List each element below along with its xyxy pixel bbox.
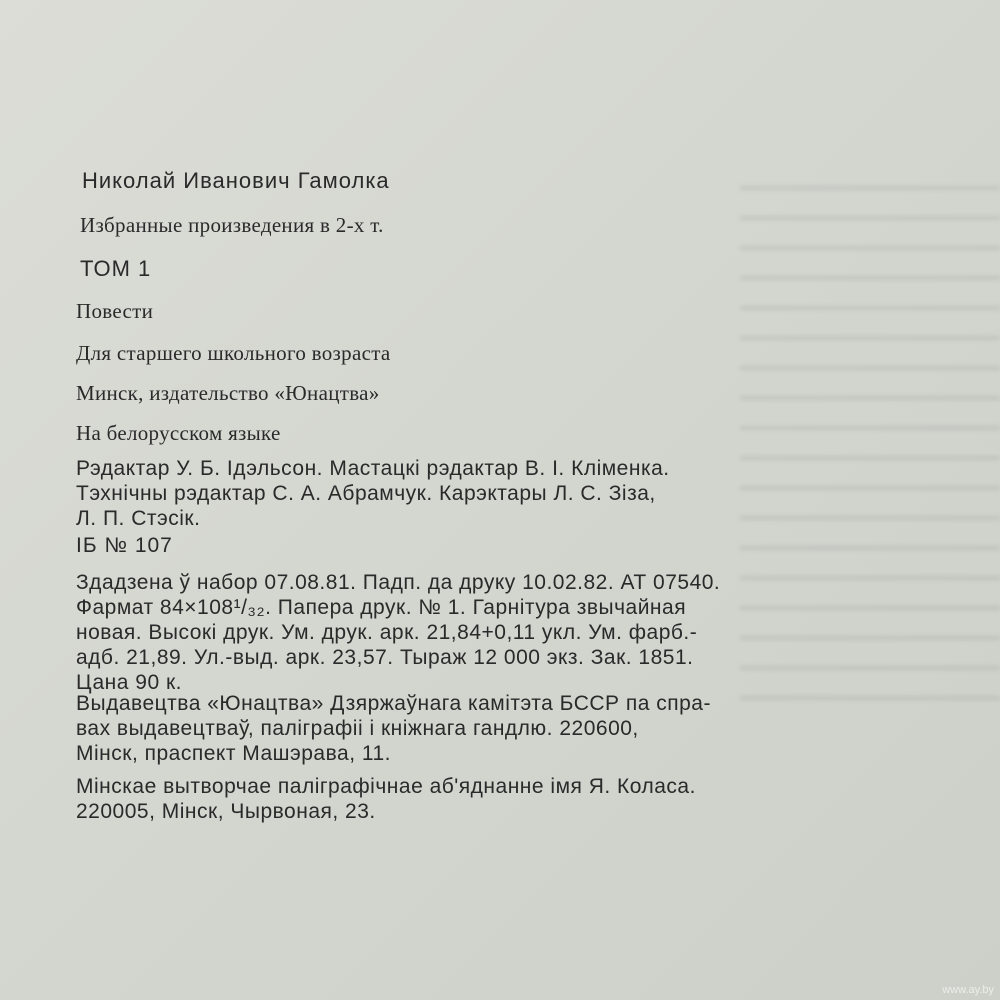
language-line: На белорусском языке [76,421,281,445]
publishing-house-line: Мінск, праспект Машэрава, 11. [76,742,392,765]
printer-line: 220005, Мінск, Чырвоная, 23. [76,800,376,823]
genre-line: Повести [76,299,154,323]
publishing-house-line: Выдавецтва «Юнацтва» Дзяржаўнага камітэта БССР па спра- [76,692,711,715]
imprint-line: новая. Высокі друк. Ум. друк. арк. 21,84+0,11 укл. Ум. фарб.- [76,621,698,644]
imprint-block [76,570,936,695]
imprint-line: Фармат 84×108¹/₃₂. Папера друк. № 1. Гарнітура звычайная [76,596,687,619]
editors-block [76,456,936,531]
publishing-house-line: вах выдавецтваў, паліграфіі і кніжнага гандлю. 220600, [76,717,639,740]
author-name: Николай Иванович Гамолка [82,168,390,193]
editors-line: Тэхнічны рэдактар С. А. Абрамчук. Карэктары Л. С. Зіза, [76,482,656,505]
watermark: www.ay.by [942,984,994,996]
volume-label: ТОМ 1 [80,256,152,281]
editors-line: Рэдактар У. Б. Ідэльсон. Мастацкі рэдактар В. І. Кліменка. [76,457,670,480]
imprint-line: адб. 21,89. Ул.-выд. арк. 23,57. Тыраж 12 000 экз. Зак. 1851. [76,646,694,669]
age-group-line: Для старшего школьного возраста [76,341,391,365]
publishing-house-block [76,691,936,766]
imprint-line: Цана 90 к. [76,671,183,694]
printer-line: Мінскае вытворчае паліграфічнае аб'яднанне імя Я. Коласа. [76,775,696,798]
works-title: Избранные произведения в 2-х т. [80,213,384,237]
editors-line: Л. П. Стэсік. [76,507,201,530]
publisher-line: Минск, издательство «Юнацтва» [76,381,380,405]
ib-number: ІБ № 107 [76,534,173,557]
imprint-line: Здадзена ў набор 07.08.81. Падп. да друку 10.02.82. АТ 07540. [76,571,721,594]
printer-block [76,774,936,824]
